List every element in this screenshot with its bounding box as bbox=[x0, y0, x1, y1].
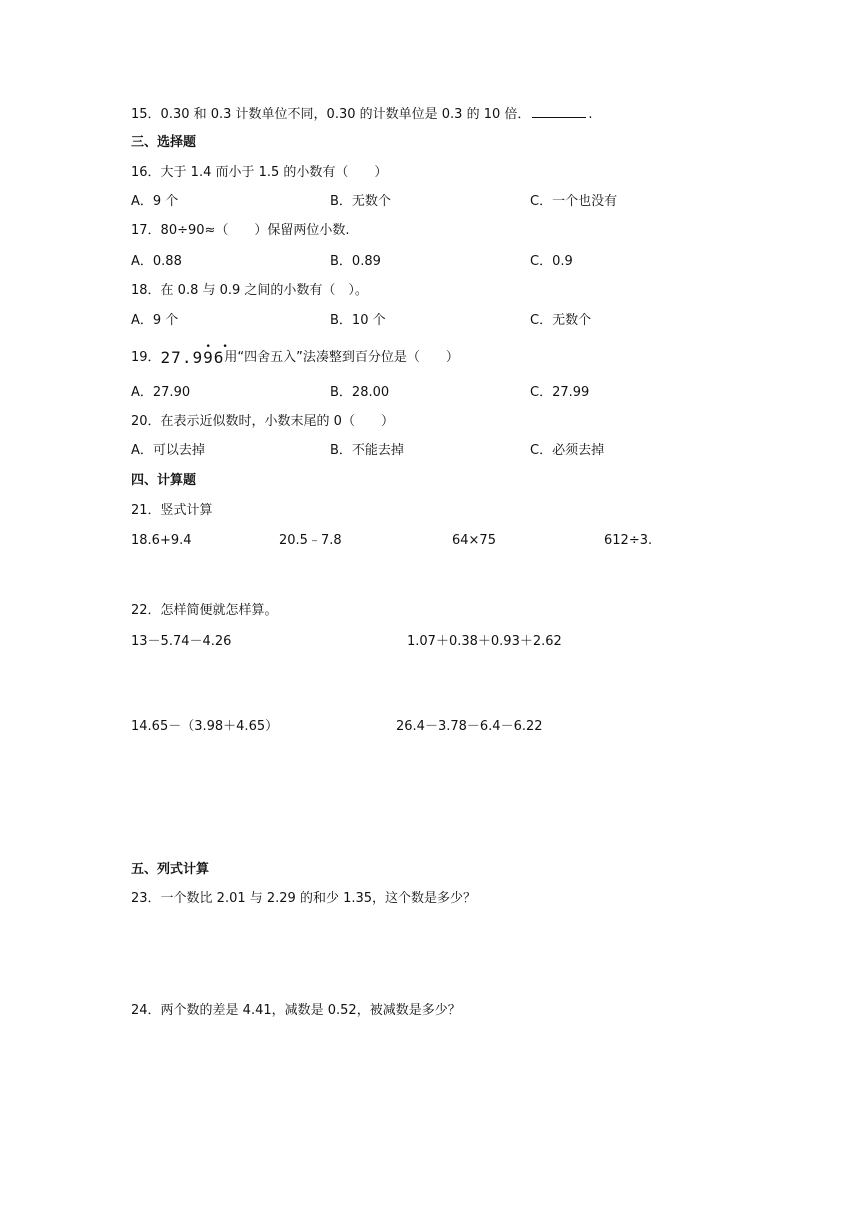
question-22-text: 22．怎样简便就怎样算。 bbox=[131, 603, 278, 618]
question-17-option-c: C．0.9 bbox=[530, 254, 573, 269]
repeating-decimal-value: 27.996 bbox=[160, 348, 225, 367]
answer-blank[interactable] bbox=[532, 105, 586, 118]
section-heading-choice: 三、选择题 bbox=[131, 135, 197, 150]
question-22-expression-4: 26.4－3.78－6.4－6.22 bbox=[396, 719, 543, 734]
question-24-text: 24．两个数的差是 4.41，减数是 0.52，被减数是多少？ bbox=[131, 1003, 461, 1018]
question-20-option-c: C．必须去掉 bbox=[530, 443, 605, 458]
repeating-dots: • • bbox=[205, 342, 231, 352]
question-15-end: . bbox=[588, 107, 593, 122]
question-19-option-b: B．28.00 bbox=[330, 385, 390, 400]
question-17-option-a: A．0.88 bbox=[131, 254, 182, 269]
question-16-option-a: A．9 个 bbox=[131, 194, 179, 209]
question-19-option-c: C．27.99 bbox=[530, 385, 590, 400]
question-21-expression-2: 20.5﹣7.8 bbox=[279, 533, 342, 548]
question-20-option-b: B．不能去掉 bbox=[330, 443, 404, 458]
question-17-text: 17．80÷90≈（ ）保留两位小数. bbox=[131, 223, 350, 238]
question-19-prefix: 19． bbox=[131, 350, 161, 365]
question-21-text: 21．竖式计算 bbox=[131, 503, 213, 518]
question-19-option-a: A．27.90 bbox=[131, 385, 191, 400]
question-15-text: 15．0.30 和 0.3 计数单位不同，0.30 的计数单位是 0.3 的 10 倍． bbox=[131, 107, 531, 122]
repeating-decimal bbox=[160, 342, 231, 367]
question-22-expression-2: 1.07＋0.38＋0.93＋2.62 bbox=[407, 634, 562, 649]
question-21-expression-1: 18.6+9.4 bbox=[131, 533, 192, 548]
question-20-option-a: A．可以去掉 bbox=[131, 443, 205, 458]
section-heading-equation: 五、列式计算 bbox=[131, 862, 210, 877]
question-17-option-b: B．0.89 bbox=[330, 254, 381, 269]
question-18-option-c: C．无数个 bbox=[530, 313, 592, 328]
question-16-text: 16．大于 1.4 而小于 1.5 的小数有（ ） bbox=[131, 165, 388, 180]
question-23-text: 23．一个数比 2.01 与 2.29 的和少 1.35，这个数是多少？ bbox=[131, 891, 477, 906]
question-21-expression-3: 64×75 bbox=[452, 533, 496, 548]
question-16-option-c: C．一个也没有 bbox=[530, 194, 618, 209]
question-15 bbox=[131, 105, 593, 124]
question-18-text: 18．在 0.8 与 0.9 之间的小数有（ ）。 bbox=[131, 283, 368, 298]
question-21-expression-4: 612÷3. bbox=[604, 533, 653, 548]
question-16-option-b: B．无数个 bbox=[330, 194, 391, 209]
question-18-option-b: B．10 个 bbox=[330, 313, 386, 328]
question-22-expression-3: 14.65－（3.98＋4.65） bbox=[131, 719, 279, 734]
question-20-text: 20．在表示近似数时，小数末尾的 0（ ） bbox=[131, 414, 394, 429]
question-18-option-a: A．9 个 bbox=[131, 313, 179, 328]
question-19-text: 用“四舍五入”法凑整到百分位是（ ） bbox=[224, 350, 459, 365]
question-19 bbox=[131, 342, 459, 367]
section-heading-calculation: 四、计算题 bbox=[131, 473, 197, 488]
question-22-expression-1: 13－5.74－4.26 bbox=[131, 634, 232, 649]
